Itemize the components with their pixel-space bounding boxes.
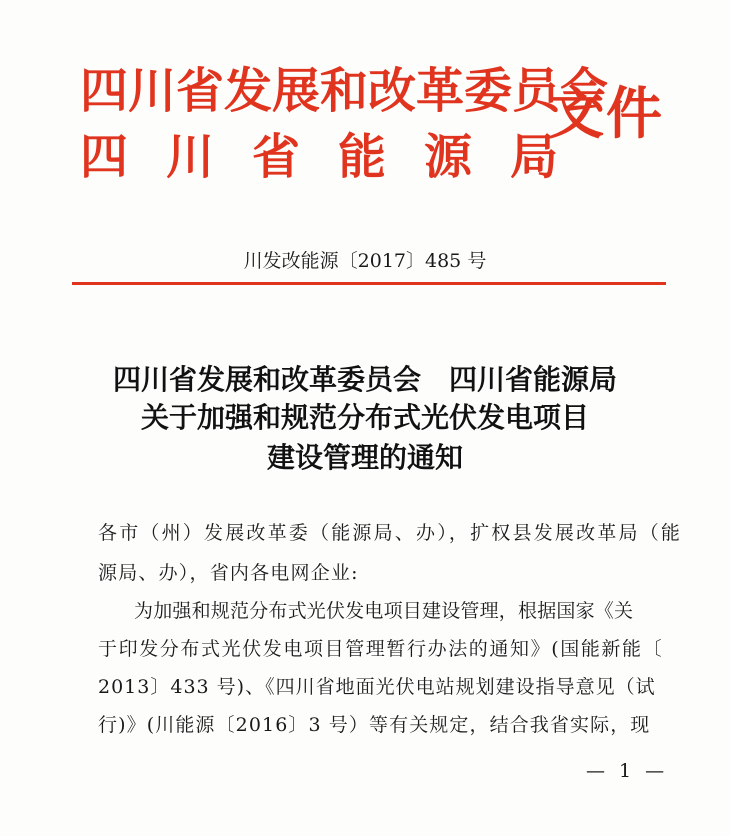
document-title-line-1: 四川省发展和改革委员会 四川省能源局 [112,363,617,396]
addressee-line-1: 各市（州）发展改革委（能源局、办），扩权县发展改革局（能 [98,522,683,544]
document-title-line-2: 关于加强和规范分布式光伏发电项目 [140,401,589,434]
body-paragraph-line-1: 为加强和规范分布式光伏发电项目建设管理，根据国家《关 [134,600,634,622]
red-separator-line [72,282,666,285]
issuer-name-ndrc: 四川省发展和改革委员会 [80,63,609,119]
page-number: — 1 — [586,760,669,782]
document-header-suffix: 文件 [548,82,664,147]
document-title-line-3: 建设管理的通知 [266,441,463,474]
document-number: 川发改能源〔2017〕485 号 [243,250,487,272]
issuer-name-energy-bureau: 四川省能源局 [80,129,597,185]
body-paragraph-line-3: 2013〕433 号)、《四川省地面光伏电站规划建设指导意见（试 [98,676,656,698]
body-paragraph-line-4: 行)》(川能源〔2016〕3 号）等有关规定，结合我省实际，现 [98,714,651,736]
body-paragraph-line-2: 于印发分布式光伏发电项目管理暂行办法的通知》(国能新能〔 [98,638,664,660]
addressee-line-2: 源局、办），省内各电网企业: [98,562,359,584]
